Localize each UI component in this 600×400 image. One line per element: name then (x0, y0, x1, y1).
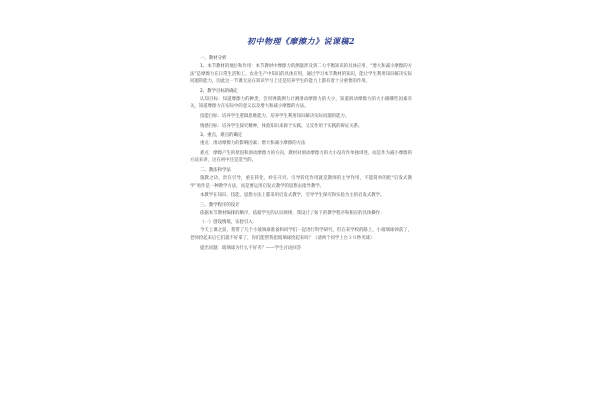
body-paragraph: 施教之功，贵在引导，重在转化，妙在开窍。引导转化作用就是教师的主导作用，不能简单的把“启发式教学”看作是一种教学方法，而是要运用启发式教学的思想去指导教学。 (190, 175, 412, 189)
section-heading: 3、重点，难点的确定 (200, 133, 243, 139)
body-paragraph: 今天上课之前，我带了几个小玻璃球准备和同学们一起进行科学研究，但在来学校的路上，小玻璃球掉落了，老师捡起来后它们就不好拿了，你们能帮我把玻璃球捡起来吗？（请两个同学上台２０秒夹球） (190, 228, 412, 241)
section-heading: 二、教法和学法 (200, 167, 231, 173)
document-content (190, 55, 412, 252)
body-paragraph: 认知目标：知道摩擦力的种类，会用弹簧测力计测滑动摩擦力的大小，知道滑动摩擦力的大小跟哪些因素有关，知道摩擦力在实际中的意义以及增大和减小摩擦的方法。 (190, 96, 412, 110)
body-paragraph: 重点：滑动摩擦力的影响因素；增大和减小摩擦的方法 (200, 141, 306, 147)
body-paragraph: 情感目标：培养学生探究精神，体验知识来源于实践、又反作用于实践的辩证关系。 (200, 123, 363, 129)
body-paragraph: 提出问题：玻璃球为什么不好夹？——学生讨论回答 (200, 245, 301, 251)
body-paragraph: 1、本节教材的地位和作用：本节教材中摩擦力的测量涉及到二力平衡知识的具体应用，“增大和减小摩擦的方法”是摩擦力在日常生活和工、农业生产中知识的具体应用，通过学习本节教材的知识，能让学生利用知识解决实际问题的能力，因此这一节课无论在知识学习上还是培养学生的能力上都有着十分重要的作用。 (190, 64, 412, 85)
section-heading: 2、教学目标的确定 (200, 88, 238, 94)
document-title: 初中物理《摩擦力》说课稿2 (246, 36, 356, 46)
body-paragraph: 技能目标：培养学生逻辑思维能力，培养学生利用知识解决实际问题的能力。 (200, 113, 350, 119)
body-paragraph: 难点：摩擦产生的原因和滑动摩擦力的方向，教材对滑动摩擦力的大小没有作单独讲述，而是作为减小摩擦的方法来讲，这在初中还是适当的。 (190, 150, 412, 164)
document-body (190, 36, 412, 254)
section-heading: 三、教学程序的设计 (200, 202, 240, 208)
body-paragraph: 本教学在知识、技能、思想方法上都采用启发式教学，引导学生探究和实验为主的启发式教学。 (200, 193, 385, 199)
section-heading: 一、教材分析 (200, 56, 227, 61)
section-heading: （一）创设情境，实验引入： (200, 220, 258, 226)
body-paragraph: 依据本节教材编排的顺序，依据学生的认识规律，我设计了如下的教学程序和相应的具体操作： (200, 210, 385, 216)
